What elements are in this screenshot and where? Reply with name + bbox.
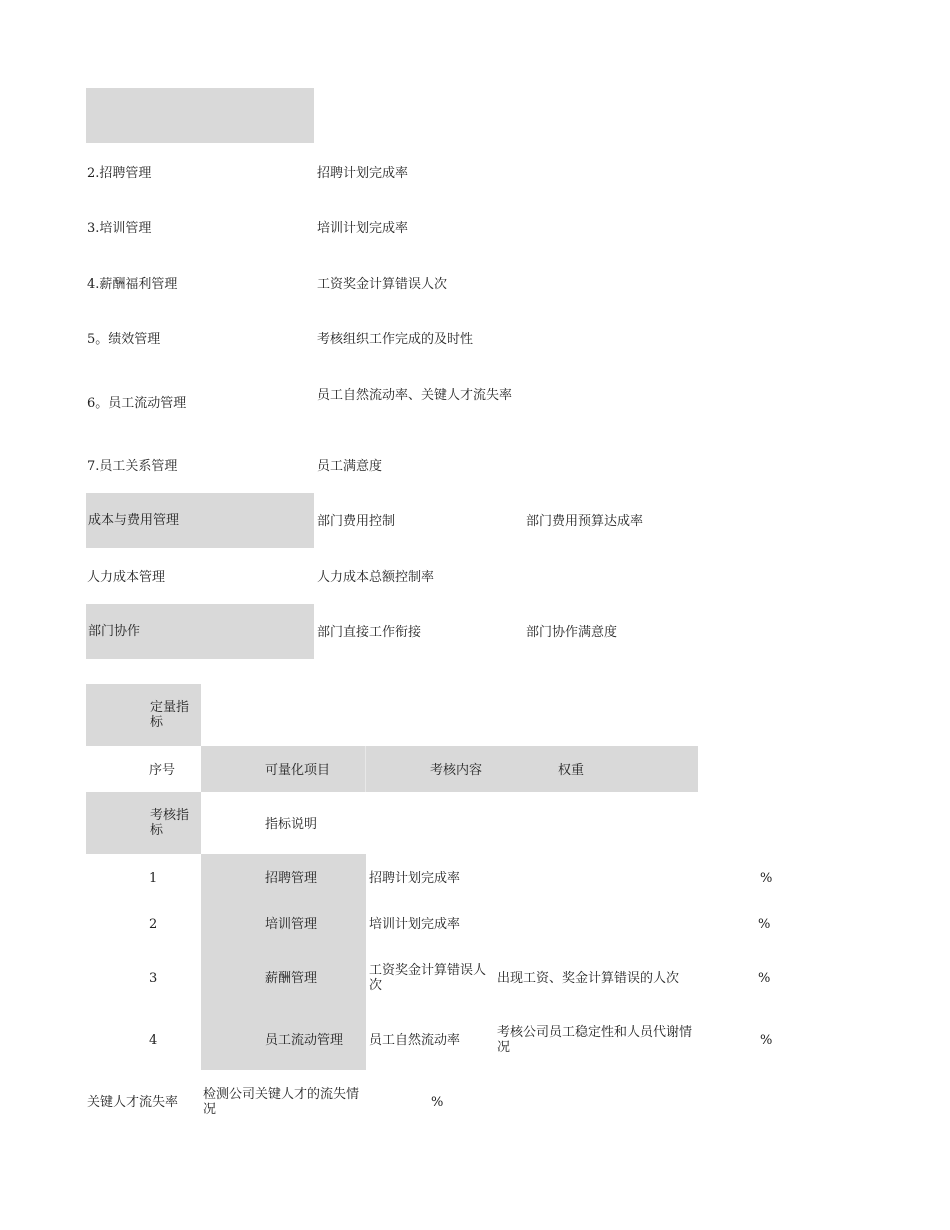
indicator-turnover: 员工自然流动率、关键人才流失率	[317, 388, 513, 403]
row-weight: %	[760, 1033, 773, 1048]
row-weight: %	[758, 917, 771, 932]
indicator-recruitment: 招聘计划完成率	[317, 166, 409, 181]
indicator-performance: 考核组织工作完成的及时性	[317, 332, 474, 347]
category-hr-cost: 人力成本管理	[87, 570, 166, 585]
indicator-training: 培训计划完成率	[317, 221, 409, 236]
indicator-relations: 员工满意度	[317, 459, 383, 474]
category-performance: 5。绩效管理	[87, 332, 161, 347]
quant-title: 定量指标	[150, 700, 190, 730]
header-block	[86, 88, 314, 143]
row-indicator: 工资奖金计算错误人次	[369, 963, 487, 993]
row-indicator: 员工自然流动率	[369, 1033, 461, 1048]
metric-collab: 部门协作满意度	[526, 625, 618, 640]
row-item: 员工流动管理	[265, 1033, 344, 1048]
header-seq: 序号	[149, 763, 176, 778]
extra-desc: 检测公司关键人才的流失情况	[203, 1087, 360, 1117]
row-item: 薪酬管理	[265, 971, 318, 986]
row-seq: 4	[149, 1033, 158, 1048]
indicator-hr-cost: 人力成本总额控制率	[317, 570, 435, 585]
category-cost: 成本与费用管理	[86, 493, 314, 548]
category-relations: 7.员工关系管理	[87, 459, 178, 474]
row-seq: 2	[149, 917, 158, 932]
row-indicator: 培训计划完成率	[369, 917, 461, 932]
category-compensation: 4.薪酬福利管理	[87, 277, 178, 292]
subheader-desc: 指标说明	[265, 817, 318, 832]
category-recruitment: 2.招聘管理	[87, 166, 152, 181]
metric-cost: 部门费用预算达成率	[526, 514, 644, 529]
category-training: 3.培训管理	[87, 221, 152, 236]
row-weight: %	[760, 871, 773, 886]
row-indicator: 招聘计划完成率	[369, 871, 461, 886]
row-weight: %	[758, 971, 771, 986]
header-content: 考核内容	[430, 763, 483, 778]
row-item: 培训管理	[265, 917, 318, 932]
header-divider	[365, 746, 366, 792]
row-seq: 1	[149, 871, 158, 886]
extra-indicator: 关键人才流失率	[87, 1095, 179, 1110]
subheader-indicator: 考核指标	[150, 808, 190, 838]
indicator-cost: 部门费用控制	[317, 514, 396, 529]
header-item: 可量化项目	[265, 763, 331, 778]
row-item: 招聘管理	[265, 871, 318, 886]
header-weight: 权重	[558, 763, 585, 778]
indicator-collab: 部门直接工作衔接	[317, 625, 422, 640]
row-desc: 出现工资、奖金计算错误的人次	[497, 971, 680, 986]
row-desc: 考核公司员工稳定性和人员代谢情况	[497, 1025, 693, 1055]
category-turnover: 6。员工流动管理	[87, 396, 187, 411]
row-seq: 3	[149, 971, 158, 986]
extra-weight: %	[431, 1095, 444, 1110]
indicator-compensation: 工资奖金计算错误人次	[317, 277, 448, 292]
category-collab: 部门协作	[86, 604, 314, 659]
